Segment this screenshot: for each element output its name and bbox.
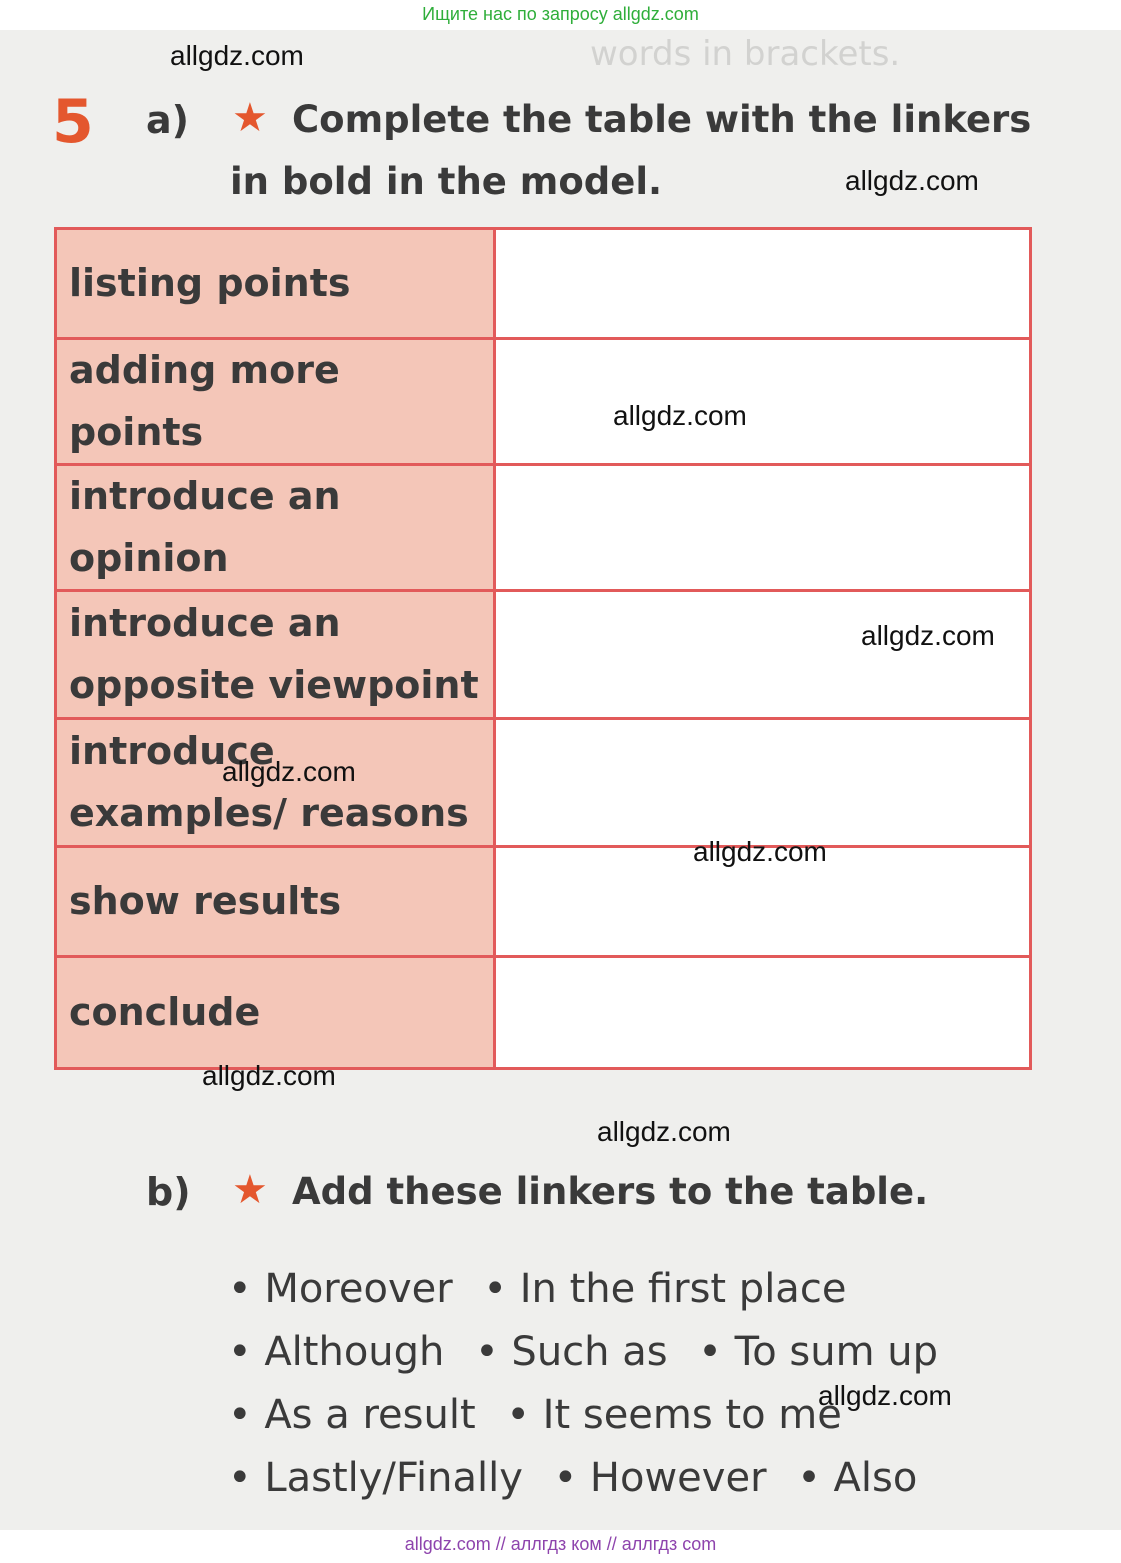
- watermark: allgdz.com: [170, 40, 304, 71]
- linker-text: To sum up: [734, 1329, 939, 1375]
- linker-text: Although: [264, 1329, 445, 1375]
- linker-item: [797, 1455, 917, 1501]
- watermark: allgdz.com: [597, 1116, 731, 1147]
- table-row: [56, 465, 1031, 591]
- linker-item: [475, 1329, 667, 1375]
- linker-text: In the first place: [519, 1266, 847, 1312]
- bullet-icon: •: [228, 1266, 252, 1312]
- function-cell: conclude: [56, 957, 495, 1069]
- bullet-icon: •: [797, 1455, 821, 1501]
- part-a-instruction-line1: Complete the table with the linkers: [292, 98, 1032, 141]
- table-row: [56, 339, 1031, 465]
- linker-line: [228, 1447, 956, 1510]
- linker-text: Moreover: [264, 1266, 453, 1312]
- function-cell: introduce examples/ reasons: [56, 719, 495, 847]
- bullet-icon: •: [506, 1392, 530, 1438]
- top-banner[interactable]: Ищите нас по запросу allgdz.com: [422, 4, 699, 24]
- exercise-number: 5: [52, 87, 94, 157]
- bullet-icon: •: [483, 1266, 507, 1312]
- linker-item: [228, 1455, 523, 1501]
- linker-text: As a result: [264, 1392, 476, 1438]
- watermark: allgdz.com: [845, 165, 979, 196]
- table-row: [56, 957, 1031, 1069]
- show-through-text: words in brackets.: [590, 34, 901, 74]
- function-cell: introduce an opinion: [56, 465, 495, 591]
- linker-item: [228, 1266, 453, 1312]
- bullet-icon: •: [228, 1392, 252, 1438]
- linker-text: Lastly/Finally: [264, 1455, 523, 1501]
- function-cell: adding more points: [56, 339, 495, 465]
- answer-cell[interactable]: [495, 957, 1031, 1069]
- watermark: allgdz.com: [222, 756, 356, 787]
- watermark: allgdz.com: [613, 400, 747, 431]
- answer-cell[interactable]: [495, 465, 1031, 591]
- table-row: [56, 847, 1031, 957]
- function-cell: show results: [56, 847, 495, 957]
- part-a-label: a): [146, 98, 190, 142]
- linker-text: Also: [833, 1455, 918, 1501]
- table-row: [56, 229, 1031, 339]
- bullet-icon: •: [698, 1329, 722, 1375]
- linker-item: [228, 1392, 476, 1438]
- linker-line: [228, 1321, 956, 1384]
- linker-item: [506, 1392, 842, 1438]
- linker-item: [228, 1329, 444, 1375]
- linker-text: Such as: [511, 1329, 668, 1375]
- watermark: allgdz.com: [202, 1060, 336, 1091]
- watermark: allgdz.com: [693, 836, 827, 867]
- star-icon: ★: [232, 1167, 268, 1213]
- bullet-icon: •: [228, 1455, 252, 1501]
- bullet-icon: •: [553, 1455, 578, 1501]
- linker-item: [554, 1455, 767, 1501]
- linker-text: It seems to me: [542, 1392, 842, 1438]
- footer-links[interactable]: allgdz.com // аллгдз ком // аллгдз com: [404, 1534, 717, 1554]
- bullet-icon: •: [228, 1329, 252, 1375]
- linker-item: [483, 1266, 846, 1312]
- linker-item: [698, 1329, 938, 1375]
- part-b-label: b): [146, 1170, 191, 1214]
- answer-cell[interactable]: [495, 591, 1031, 719]
- function-cell: listing points: [56, 229, 495, 339]
- table-row: [56, 591, 1031, 719]
- part-b-instruction: Add these linkers to the table.: [292, 1170, 929, 1213]
- watermark: allgdz.com: [818, 1380, 952, 1411]
- bullet-icon: •: [475, 1329, 499, 1375]
- watermark: allgdz.com: [861, 620, 995, 651]
- table-row: [56, 719, 1031, 847]
- function-cell: introduce an opposite viewpoint: [56, 591, 495, 719]
- star-icon: ★: [232, 95, 268, 141]
- linker-text: However: [589, 1455, 767, 1501]
- answer-cell[interactable]: [495, 339, 1031, 465]
- answer-cell[interactable]: [495, 229, 1031, 339]
- part-a-instruction-line2: in bold in the model.: [230, 160, 663, 203]
- linker-line: [228, 1258, 956, 1321]
- answer-cell[interactable]: [495, 719, 1031, 847]
